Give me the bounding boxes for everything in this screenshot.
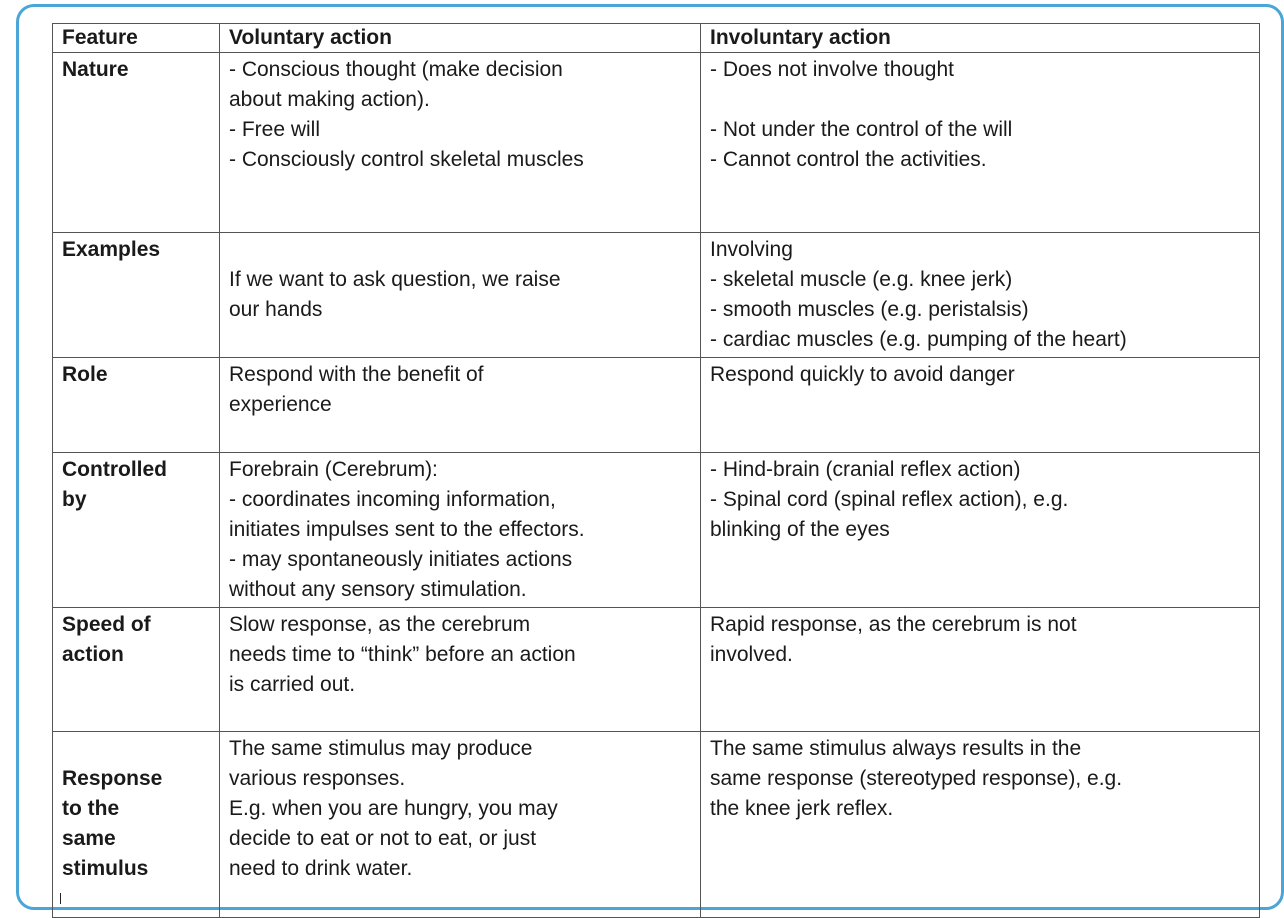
cell-line: Rapid response, as the cerebrum is not: [710, 613, 1077, 636]
cell-line: - Not under the control of the will: [710, 118, 1013, 141]
feature-label: by: [62, 488, 87, 511]
feature-cell: [53, 453, 220, 608]
voluntary-cell: [220, 233, 701, 358]
cell-line: Respond quickly to avoid danger: [710, 363, 1015, 386]
feature-cell: [53, 358, 220, 453]
cell-line: - Spinal cord (spinal reflex action), e.g.: [710, 488, 1069, 511]
cell-line: need to drink water.: [229, 857, 413, 880]
table-row: [53, 732, 1260, 918]
involuntary-cell: [701, 608, 1260, 732]
cell-line: - Hind-brain (cranial reflex action): [710, 458, 1021, 481]
feature-cell: [53, 732, 220, 918]
table-row: [53, 233, 1260, 358]
feature-label: same: [62, 827, 116, 850]
involuntary-cell: [701, 233, 1260, 358]
cell-line: - Free will: [229, 118, 321, 141]
feature-label: Response: [62, 767, 163, 790]
feature-label: Controlled: [62, 458, 167, 481]
cell-line: - Consciously control skeletal muscles: [229, 148, 584, 171]
cell-line: - Does not involve thought: [710, 58, 954, 81]
cell-line: Forebrain (Cerebrum):: [229, 458, 438, 481]
header-feature: Feature: [53, 24, 220, 53]
cell-line: - Conscious thought (make decision: [229, 58, 563, 81]
cell-line: If we want to ask question, we raise: [229, 268, 561, 291]
feature-cell: [53, 53, 220, 233]
cell-line: experience: [229, 393, 332, 416]
cell-line: Respond with the benefit of: [229, 363, 484, 386]
table-row: [53, 453, 1260, 608]
feature-label: Examples: [62, 238, 161, 261]
cell-line: [710, 85, 1247, 115]
cell-line: without any sensory stimulation.: [229, 578, 527, 601]
voluntary-cell: [220, 732, 701, 918]
cell-line: - Cannot control the activities.: [710, 148, 987, 171]
cell-line: initiates impulses sent to the effectors.: [229, 518, 585, 541]
cell-line: - cardiac muscles (e.g. pumping of the heart): [710, 328, 1127, 351]
cell-line: our hands: [229, 298, 323, 321]
cell-line: same response (stereotyped response), e.g.: [710, 767, 1123, 790]
cell-line: Slow response, as the cerebrum: [229, 613, 531, 636]
cell-line: E.g. when you are hungry, you may: [229, 797, 558, 820]
involuntary-cell: [701, 358, 1260, 453]
text-cursor-mark: [60, 893, 61, 904]
involuntary-cell: [701, 53, 1260, 233]
cell-line: blinking of the eyes: [710, 518, 890, 541]
cell-line: - coordinates incoming information,: [229, 488, 556, 511]
cell-line: needs time to “think” before an action: [229, 643, 576, 666]
cell-line: various responses.: [229, 767, 406, 790]
cell-line: - may spontaneously initiates actions: [229, 548, 573, 571]
feature-label: stimulus: [62, 857, 149, 880]
comparison-table: [52, 23, 1260, 918]
feature-label: action: [62, 643, 124, 666]
cell-line: Involving: [710, 238, 793, 261]
table-row: [53, 53, 1260, 233]
involuntary-cell: [701, 453, 1260, 608]
header-voluntary-action: Voluntary action: [220, 24, 701, 53]
cell-line: decide to eat or not to eat, or just: [229, 827, 537, 850]
header-involuntary-action: Involuntary action: [701, 24, 1260, 53]
voluntary-cell: [220, 608, 701, 732]
feature-label: to the: [62, 797, 120, 820]
feature-cell: [53, 608, 220, 732]
table-header-row: [53, 24, 1260, 53]
cell-line: The same stimulus always results in the: [710, 737, 1082, 760]
cell-line: - skeletal muscle (e.g. knee jerk): [710, 268, 1013, 291]
cell-line: [229, 235, 688, 265]
cell-line: involved.: [710, 643, 793, 666]
cell-line: the knee jerk reflex.: [710, 797, 894, 820]
cell-line: about making action).: [229, 88, 430, 111]
feature-label: [62, 734, 207, 764]
cell-line: - smooth muscles (e.g. peristalsis): [710, 298, 1029, 321]
feature-cell: [53, 233, 220, 358]
feature-label: Role: [62, 363, 108, 386]
table-row: [53, 608, 1260, 732]
cell-line: is carried out.: [229, 673, 356, 696]
voluntary-cell: [220, 453, 701, 608]
involuntary-cell: [701, 732, 1260, 918]
voluntary-cell: [220, 53, 701, 233]
feature-label: Speed of: [62, 613, 151, 636]
table-row: [53, 358, 1260, 453]
cell-line: The same stimulus may produce: [229, 737, 533, 760]
voluntary-cell: [220, 358, 701, 453]
feature-label: Nature: [62, 58, 129, 81]
